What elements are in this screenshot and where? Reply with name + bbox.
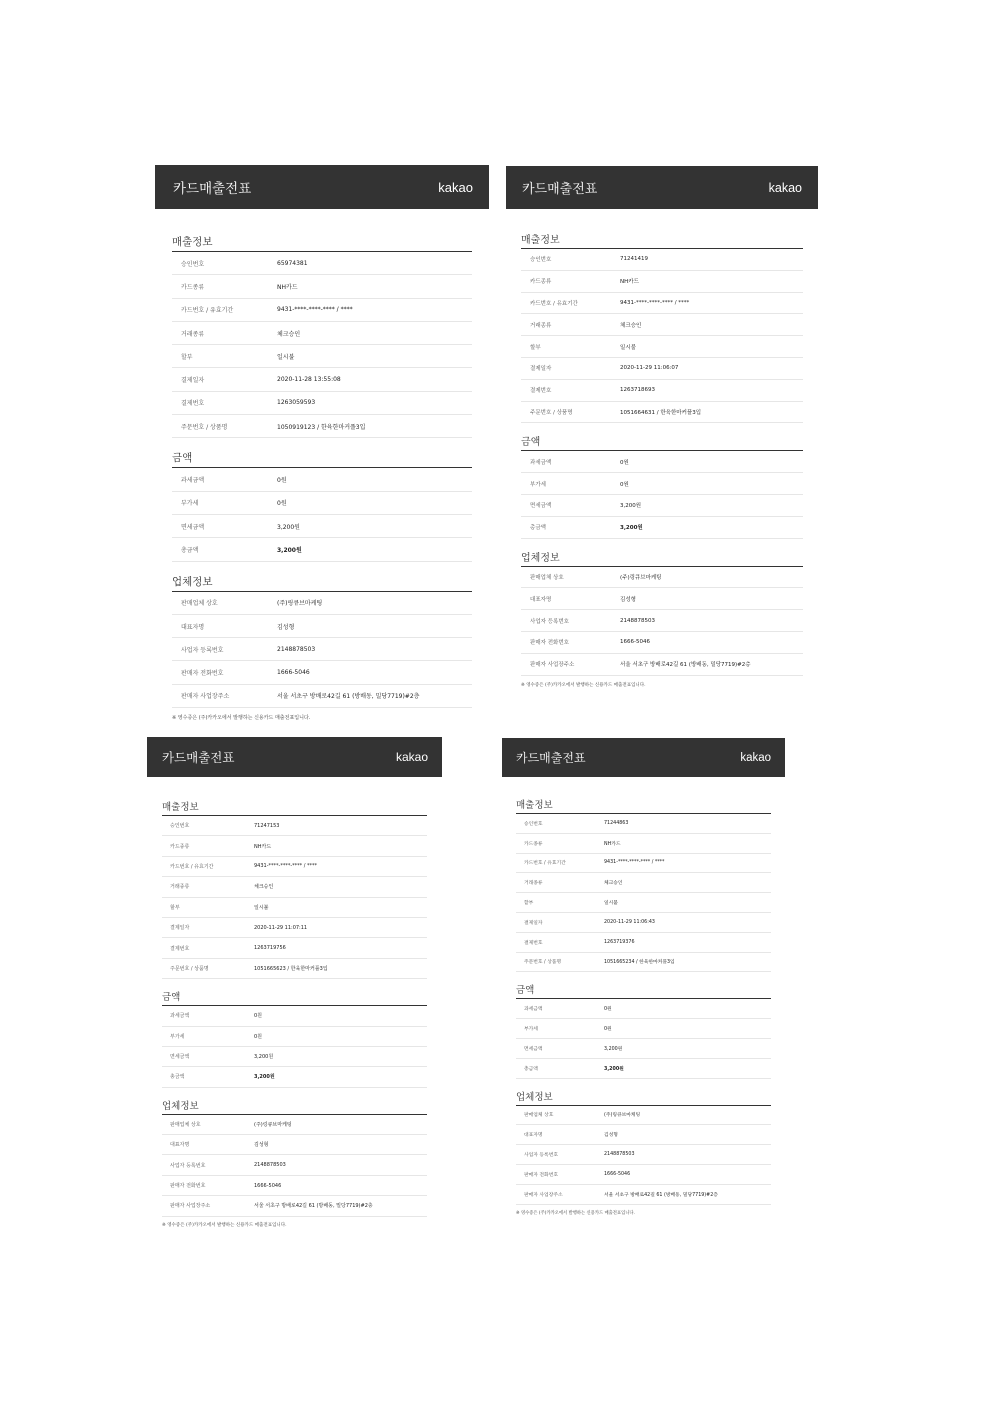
table-row <box>172 252 472 275</box>
receipt-title: 카드매출전표 <box>516 751 586 765</box>
section-title: 매출정보 <box>172 234 472 252</box>
row-value: 2020-11-29 11:07:11 <box>254 924 308 931</box>
row-label: 거래종류 <box>181 330 205 338</box>
table-row <box>521 654 803 676</box>
table-row <box>172 661 472 684</box>
row-label: 카드종류 <box>181 283 205 291</box>
receipt-4 <box>502 738 785 1216</box>
receipt-1 <box>155 165 489 721</box>
row-label: 사업자 등록번호 <box>181 646 224 654</box>
table-row <box>162 857 427 877</box>
receipt-2 <box>506 166 818 688</box>
table-row <box>172 299 472 322</box>
row-label: 대표자명 <box>530 596 552 603</box>
row-value: 1666-5046 <box>604 1171 631 1177</box>
row-value: 1666-5046 <box>620 639 650 646</box>
table-row <box>172 592 472 615</box>
row-label: 부가세 <box>530 481 546 488</box>
row-label: 카드종류 <box>170 843 190 850</box>
row-value: (주)링큐브마케팅 <box>604 1113 641 1119</box>
table-row <box>516 893 771 913</box>
table-row <box>172 415 472 438</box>
table-row <box>516 933 771 953</box>
row-value: 김성형 <box>277 623 295 631</box>
row-value: 일시불 <box>277 353 295 361</box>
brand-logo: kakao <box>768 180 802 195</box>
brand-logo: kakao <box>740 751 771 764</box>
receipt-header <box>147 737 442 777</box>
row-label: 할부 <box>170 904 180 911</box>
row-label: 카드번호 / 유효기간 <box>170 863 214 870</box>
row-label: 총금액 <box>181 546 199 554</box>
row-label: 판매업체 상호 <box>524 1113 554 1119</box>
row-label: 승인번호 <box>170 823 190 830</box>
row-label: 승인번호 <box>530 257 552 264</box>
table-row <box>172 392 472 415</box>
row-value: 체크승인 <box>254 884 274 891</box>
sales-section <box>516 797 771 972</box>
row-label: 판매업체 상호 <box>181 600 218 608</box>
row-value: 3,200원 <box>254 1054 274 1061</box>
table-row <box>516 1039 771 1059</box>
row-value: 김성형 <box>604 1133 618 1139</box>
row-label: 결제일자 <box>181 377 205 385</box>
row-label: 카드종류 <box>530 279 552 286</box>
amount-section <box>162 989 427 1088</box>
row-label: 주문번호 / 상품명 <box>181 423 228 431</box>
row-label: 총금액 <box>530 525 546 532</box>
row-value: (주)링큐브마케팅 <box>620 574 662 581</box>
row-label: 결제번호 <box>524 940 543 946</box>
table-row <box>172 368 472 391</box>
amount-section <box>516 982 771 1078</box>
receipt-header <box>155 165 489 209</box>
row-value: NH카드 <box>254 843 272 850</box>
row-label: 과세금액 <box>530 459 552 466</box>
row-value: 2148878503 <box>254 1162 286 1169</box>
row-value: 2020-11-29 11:06:43 <box>604 919 655 925</box>
row-value: 0원 <box>254 1033 263 1040</box>
vendor-section <box>516 1089 771 1205</box>
footer-notice: ※ 영수증은 (주)카카오에서 발행하는 신용카드 매출전표입니다. <box>516 1210 635 1216</box>
section-title: 금액 <box>516 982 771 999</box>
table-row <box>162 836 427 856</box>
row-value: 서울 서초구 방배로42길 61 (방배동, 밀당7719)#2층 <box>254 1203 373 1210</box>
footer-notice: ※ 영수증은 (주)카카오에서 발행하는 신용카드 매출전표입니다. <box>521 682 646 688</box>
table-row <box>172 468 472 491</box>
row-label: 카드종류 <box>524 841 543 847</box>
total-row <box>521 517 803 539</box>
row-label: 판매자 전화번호 <box>170 1183 206 1190</box>
table-row <box>162 816 427 836</box>
row-value: 0원 <box>620 481 629 488</box>
row-label: 부가세 <box>170 1033 185 1040</box>
table-row <box>516 1165 771 1185</box>
row-label: 대표자명 <box>170 1142 190 1149</box>
row-value: 일시불 <box>604 901 618 907</box>
table-row <box>172 615 472 638</box>
row-label: 판매자 전화번호 <box>181 670 224 678</box>
row-value: 2148878503 <box>620 617 655 624</box>
table-row <box>162 918 427 938</box>
table-row <box>162 1176 427 1196</box>
row-value: 0원 <box>604 1007 612 1013</box>
row-label: 대표자명 <box>524 1133 543 1139</box>
row-label: 주문번호 / 상품명 <box>170 965 209 972</box>
section-title: 업체정보 <box>516 1089 771 1106</box>
row-label: 카드번호 / 유효기간 <box>181 307 234 315</box>
sales-section <box>172 234 472 438</box>
table-row <box>516 999 771 1019</box>
table-row <box>521 380 803 402</box>
row-label: 결제일자 <box>524 920 543 926</box>
row-label: 판매업체 상호 <box>530 574 564 581</box>
table-row <box>172 345 472 368</box>
row-value: 9431-****-****-**** / **** <box>277 306 353 314</box>
row-value: 2148878503 <box>604 1152 635 1158</box>
row-value: 1263719376 <box>604 939 635 945</box>
row-label: 결제번호 <box>530 388 552 395</box>
row-label: 할부 <box>524 901 534 907</box>
receipt-header <box>506 166 818 209</box>
amount-section <box>172 450 472 561</box>
row-value: (주)링큐브마케팅 <box>277 600 323 608</box>
brand-logo: kakao <box>395 750 428 764</box>
row-value: 3,200원 <box>277 523 300 531</box>
table-row <box>521 271 803 293</box>
table-row <box>521 610 803 632</box>
row-value: 71244863 <box>604 820 629 826</box>
table-row <box>162 1027 427 1047</box>
row-value: 김성형 <box>620 596 636 603</box>
table-row <box>516 953 771 973</box>
row-label: 면세금액 <box>530 503 552 510</box>
row-value: 1263718693 <box>620 387 655 394</box>
row-value: 0원 <box>277 477 287 485</box>
row-value: 서울 서초구 방배로42길 61 (방배동, 밀당7719)#2층 <box>604 1192 718 1198</box>
row-label: 판매자 사업장주소 <box>524 1192 563 1198</box>
row-label: 주문번호 / 상품명 <box>524 960 562 966</box>
table-row <box>521 336 803 358</box>
row-label: 총금액 <box>524 1066 538 1072</box>
receipt-header <box>502 738 785 777</box>
table-row <box>521 473 803 495</box>
row-label: 결제일자 <box>530 366 552 373</box>
row-label: 주문번호 / 상품명 <box>530 409 573 416</box>
row-value: 1263059593 <box>277 399 316 407</box>
row-value: NH카드 <box>604 841 621 847</box>
table-row <box>162 959 427 979</box>
table-row <box>162 898 427 918</box>
row-label: 할부 <box>181 353 193 361</box>
row-label: 판매자 사업장주소 <box>170 1203 211 1210</box>
row-value: 김성형 <box>254 1142 269 1149</box>
table-row <box>172 275 472 298</box>
receipt-title: 카드매출전표 <box>162 750 235 765</box>
row-label: 과세금액 <box>181 477 205 485</box>
row-label: 판매자 전화번호 <box>530 640 569 647</box>
total-row <box>516 1059 771 1079</box>
row-label: 부가세 <box>524 1027 538 1033</box>
table-row <box>516 814 771 834</box>
table-row <box>162 1006 427 1026</box>
receipt-title: 카드매출전표 <box>522 182 598 197</box>
table-row <box>172 322 472 345</box>
row-label: 판매자 전화번호 <box>524 1172 558 1178</box>
row-value: 1666-5046 <box>254 1182 282 1189</box>
table-row <box>521 314 803 336</box>
section-title: 업체정보 <box>172 574 472 592</box>
row-value: 2020-11-29 11:06:07 <box>620 365 679 372</box>
table-row <box>521 249 803 271</box>
row-value: 0원 <box>620 459 629 466</box>
table-row <box>516 913 771 933</box>
row-value: NH카드 <box>620 279 639 286</box>
row-value: 1666-5046 <box>277 669 310 677</box>
row-value: 0원 <box>254 1013 263 1020</box>
row-value: NH카드 <box>277 283 298 291</box>
vendor-section <box>521 549 803 676</box>
row-value: 1051665234 / 한육한마커플3입 <box>604 960 675 966</box>
row-value: 9431-****-****-**** / **** <box>604 860 665 866</box>
row-label: 결제일자 <box>170 925 190 932</box>
row-value: 2148878503 <box>277 645 316 653</box>
row-value: 0원 <box>277 500 287 508</box>
row-value: 3,200원 <box>604 1046 623 1052</box>
row-label: 거래종류 <box>530 322 552 329</box>
row-label: 카드번호 / 유효기간 <box>524 861 566 867</box>
row-label: 거래종류 <box>170 884 190 891</box>
row-value: 체크승인 <box>277 330 301 338</box>
row-value: 서울 서초구 방배로42길 61 (방배동, 밀당7719)#2층 <box>277 693 420 701</box>
row-label: 사업자 등록번호 <box>524 1153 558 1159</box>
table-row <box>162 938 427 958</box>
total-amount: 3,200원 <box>254 1074 275 1081</box>
table-row <box>521 632 803 654</box>
row-label: 결제번호 <box>170 945 190 952</box>
section-title: 업체정보 <box>521 549 803 567</box>
row-value: 1051665623 / 한육한마커플3입 <box>254 965 328 972</box>
row-label: 부가세 <box>181 500 199 508</box>
table-row <box>516 873 771 893</box>
row-label: 카드번호 / 유효기간 <box>530 300 578 307</box>
table-row <box>521 402 803 424</box>
table-row <box>162 1115 427 1135</box>
table-row <box>172 492 472 515</box>
row-value: 1263719756 <box>254 945 286 952</box>
table-row <box>516 1125 771 1145</box>
total-row <box>162 1067 427 1087</box>
table-row <box>162 1135 427 1155</box>
table-row <box>162 1155 427 1175</box>
table-row <box>162 1196 427 1216</box>
section-title: 매출정보 <box>516 797 771 814</box>
footer-notice: ※ 영수증은 (주)카카오에서 발행하는 신용카드 매출전표입니다. <box>162 1222 287 1228</box>
row-value: 65974381 <box>277 259 308 267</box>
row-value: 71241419 <box>620 256 648 263</box>
row-value: 1051664631 / 한육한마커플3입 <box>620 409 702 416</box>
row-label: 사업자 등록번호 <box>170 1162 206 1169</box>
table-row <box>162 877 427 897</box>
table-row <box>172 638 472 661</box>
table-row <box>521 588 803 610</box>
row-value: (주)링큐브마케팅 <box>254 1121 292 1128</box>
row-label: 대표자명 <box>181 623 205 631</box>
receipt-3 <box>147 737 442 1228</box>
table-row <box>521 358 803 380</box>
table-row <box>516 1019 771 1039</box>
row-label: 판매자 사업장주소 <box>530 662 575 669</box>
table-row <box>516 1106 771 1126</box>
section-title: 금액 <box>521 433 803 451</box>
table-row <box>516 834 771 854</box>
section-title: 업체정보 <box>162 1098 427 1115</box>
total-row <box>172 538 472 561</box>
table-row <box>162 1047 427 1067</box>
section-title: 금액 <box>172 450 472 468</box>
table-row <box>521 567 803 589</box>
table-row <box>516 1145 771 1165</box>
row-label: 과세금액 <box>524 1007 543 1013</box>
row-value: 일시불 <box>254 904 269 911</box>
row-value: 9431-****-****-**** / **** <box>620 299 690 306</box>
row-label: 총금액 <box>170 1074 185 1081</box>
total-amount: 3,200원 <box>604 1066 624 1072</box>
table-row <box>516 1185 771 1205</box>
row-label: 승인번호 <box>524 821 543 827</box>
row-label: 사업자 등록번호 <box>530 618 569 625</box>
row-label: 거래종류 <box>524 881 543 887</box>
table-row <box>521 451 803 473</box>
section-title: 금액 <box>162 989 427 1006</box>
row-value: 2020-11-28 13:55:08 <box>277 376 341 384</box>
section-title: 매출정보 <box>521 231 803 249</box>
footer-notice: ※ 영수증은 (주)카카오에서 발행하는 신용카드 매출전표입니다. <box>172 715 311 722</box>
row-label: 면세금액 <box>181 523 205 531</box>
row-label: 할부 <box>530 344 541 351</box>
row-label: 과세금액 <box>170 1013 190 1020</box>
total-amount: 3,200원 <box>620 525 643 532</box>
receipt-title: 카드매출전표 <box>173 181 252 197</box>
row-value: 3,200원 <box>620 503 642 510</box>
sales-section <box>521 231 803 423</box>
row-label: 면세금액 <box>524 1046 543 1052</box>
vendor-section <box>172 574 472 708</box>
row-value: 1050919123 / 한육한마커플3입 <box>277 423 366 431</box>
row-value: 9431-****-****-**** / **** <box>254 863 318 870</box>
row-label: 결제번호 <box>181 400 205 408</box>
row-value: 71247153 <box>254 822 280 829</box>
table-row <box>172 685 472 708</box>
row-value: 체크승인 <box>604 881 623 887</box>
row-value: 서울 서초구 방배로42길 61 (방배동, 밀당7719)#2층 <box>620 662 751 669</box>
table-row <box>521 293 803 315</box>
row-value: 체크승인 <box>620 322 642 329</box>
amount-section <box>521 433 803 538</box>
sales-section <box>162 799 427 979</box>
table-row <box>172 515 472 538</box>
row-value: 일시불 <box>620 344 636 351</box>
row-label: 면세금액 <box>170 1054 190 1061</box>
total-amount: 3,200원 <box>277 546 302 554</box>
row-value: 0원 <box>604 1027 612 1033</box>
table-row <box>521 495 803 517</box>
brand-logo: kakao <box>438 179 473 195</box>
row-label: 승인번호 <box>181 260 205 268</box>
row-label: 판매업체 상호 <box>170 1121 201 1128</box>
row-label: 판매자 사업장주소 <box>181 693 230 701</box>
section-title: 매출정보 <box>162 799 427 816</box>
vendor-section <box>162 1098 427 1217</box>
table-row <box>516 854 771 874</box>
